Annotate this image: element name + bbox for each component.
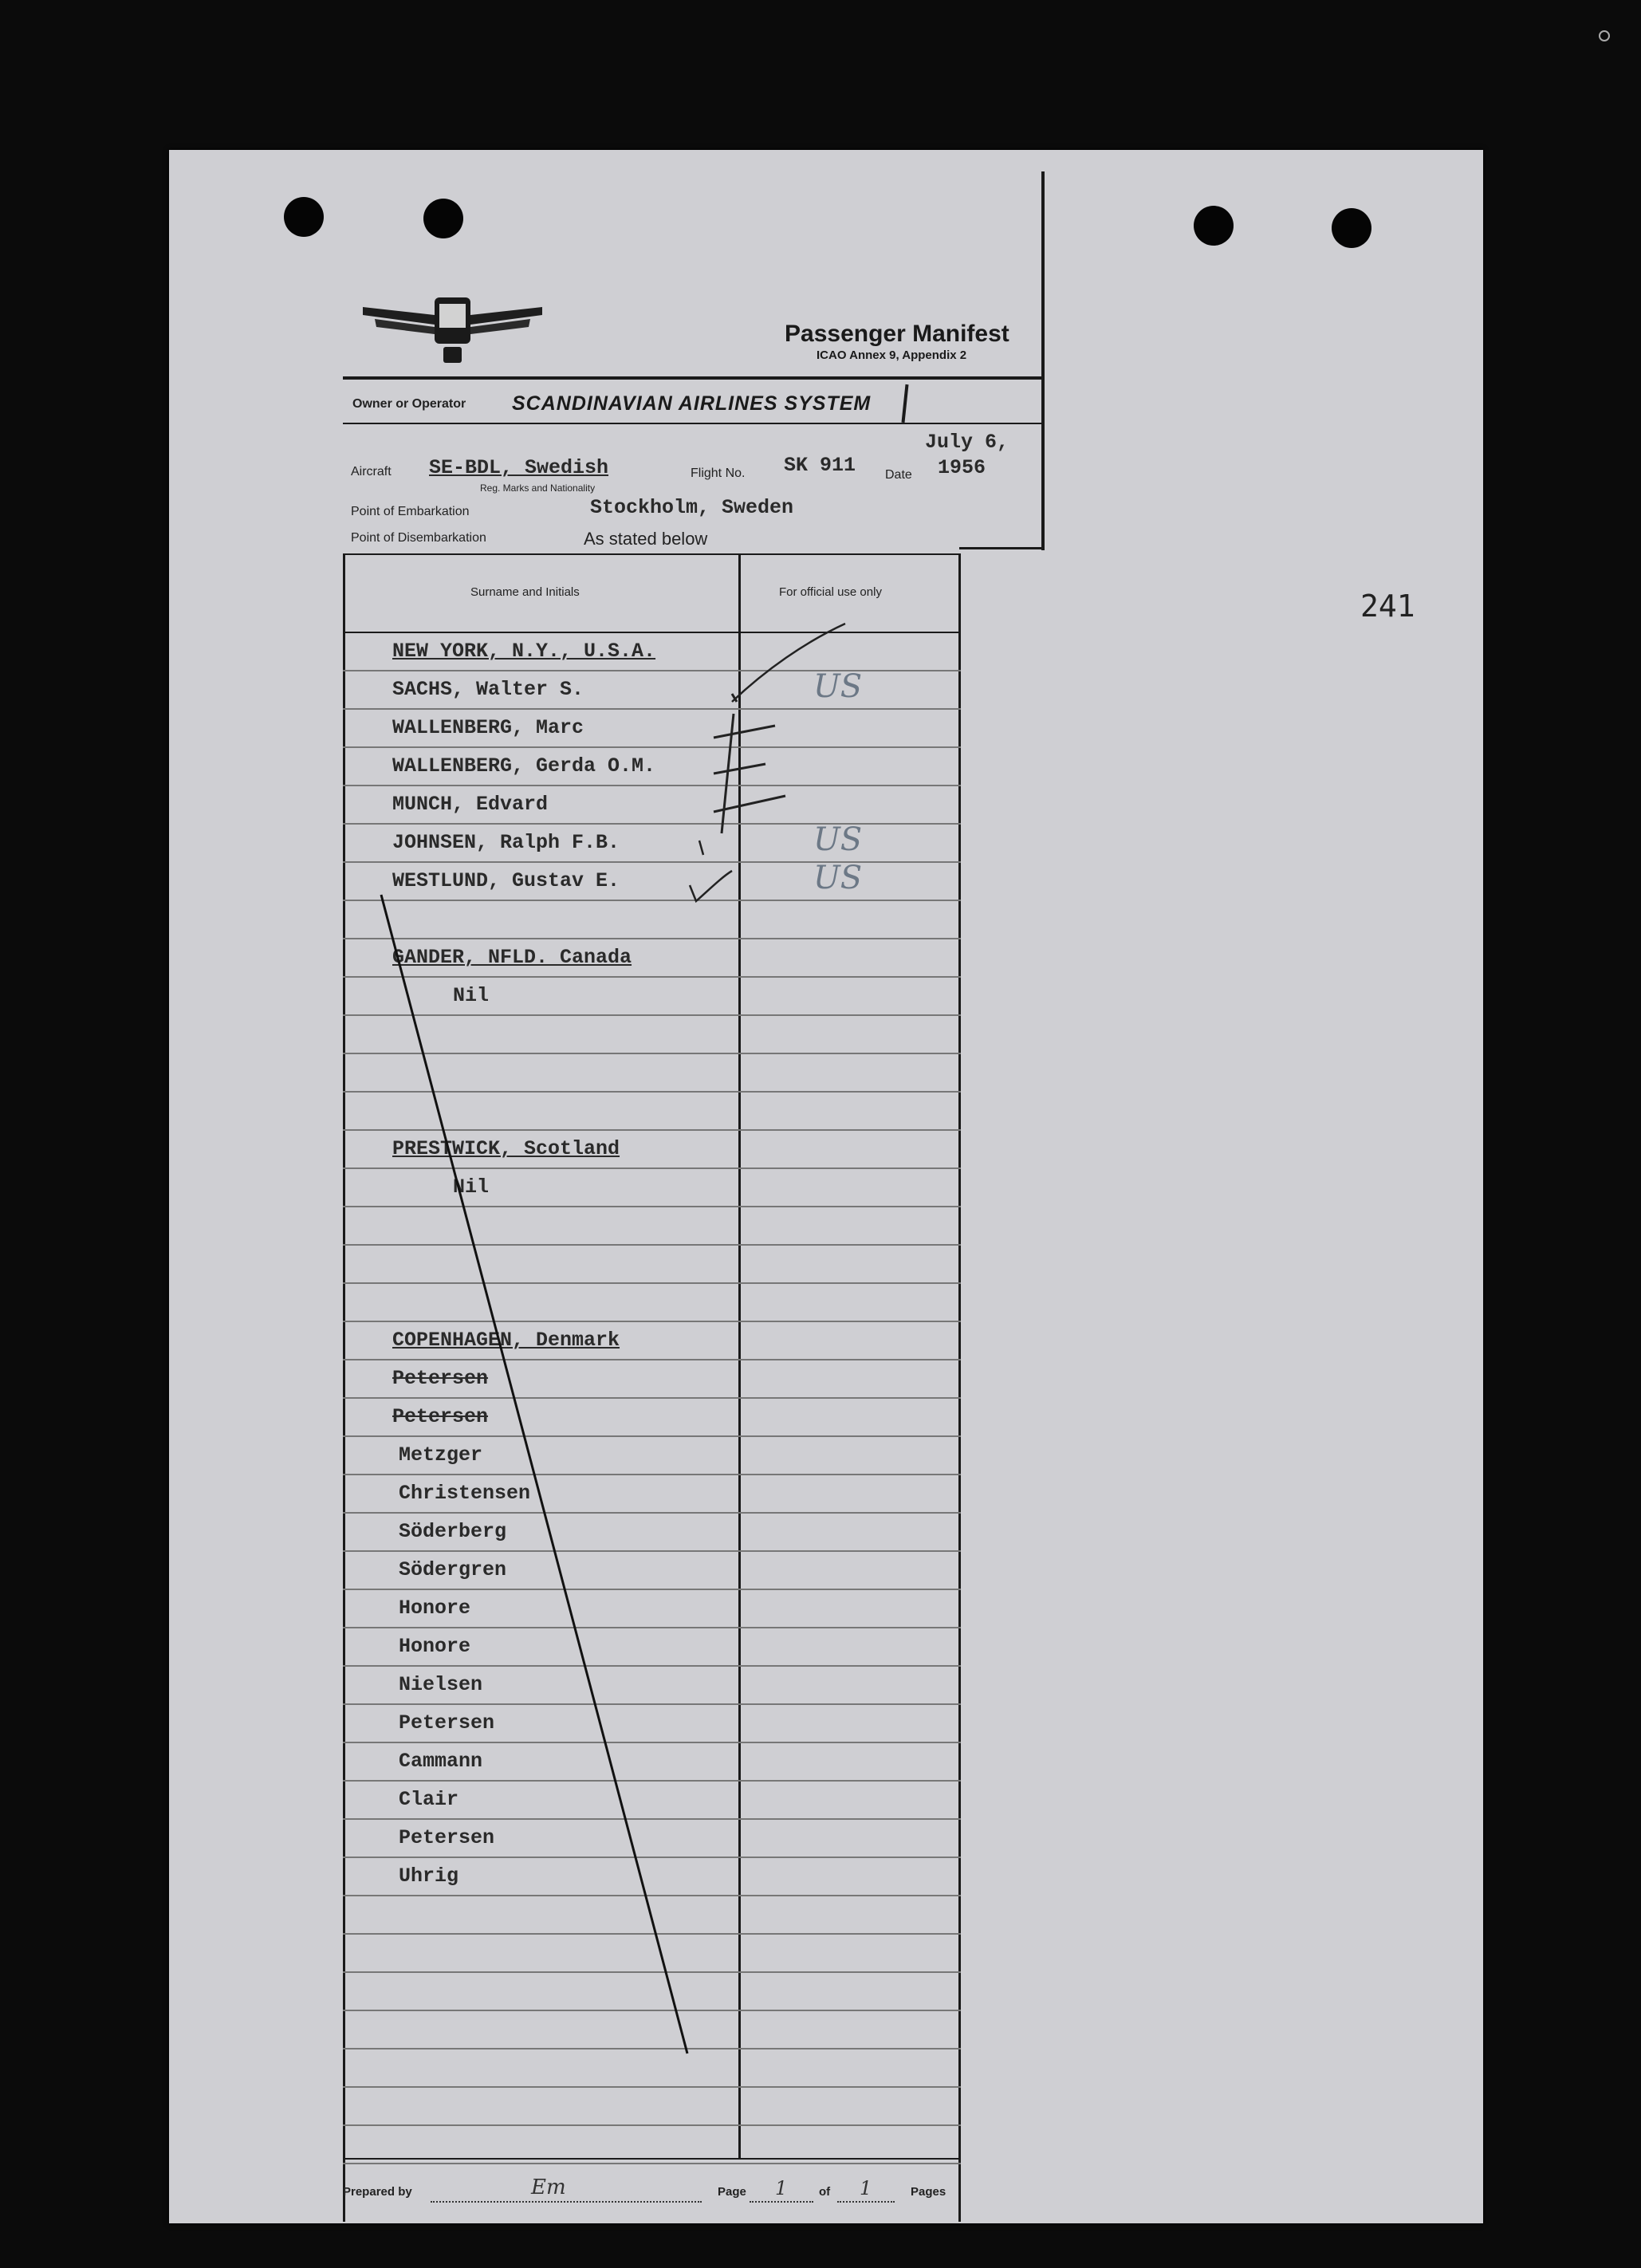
- manifest-row: [343, 1016, 961, 1054]
- embarkation-value: Stockholm, Sweden: [590, 496, 794, 519]
- manifest-row: [343, 1590, 961, 1628]
- manifest-row: [343, 1514, 961, 1552]
- manifest-row: [343, 1399, 961, 1437]
- passenger-name: Clair: [399, 1788, 459, 1811]
- manifest-row: [343, 1054, 961, 1093]
- footer-line: [750, 2201, 813, 2203]
- flight-label: Flight No.: [691, 467, 746, 480]
- passenger-name: WALLENBERG, Gerda O.M.: [392, 754, 656, 778]
- date-label: Date: [885, 468, 912, 482]
- owner-label: Owner or Operator: [352, 397, 466, 411]
- passenger-name: Söderberg: [399, 1520, 507, 1543]
- owner-value: SCANDINAVIAN AIRLINES SYSTEM: [512, 392, 872, 415]
- manifest-row: [343, 1360, 961, 1399]
- header-right-border: [1041, 171, 1045, 550]
- row-line: [343, 2048, 961, 2049]
- manifest-row: [343, 1743, 961, 1782]
- col-header-name: Surname and Initials: [470, 585, 580, 599]
- official-mark: US: [813, 821, 863, 858]
- manifest-row: [343, 1858, 961, 1896]
- row-line: [343, 2010, 961, 2011]
- manifest-row: [343, 1552, 961, 1590]
- date-line2: 1956: [938, 456, 986, 479]
- sas-logo-icon: [359, 283, 546, 367]
- destination-heading: NEW YORK, N.Y., U.S.A.: [392, 640, 656, 663]
- footer-line: [837, 2201, 895, 2203]
- form-subtitle: ICAO Annex 9, Appendix 2: [817, 348, 967, 362]
- manifest-row: [343, 1667, 961, 1705]
- date-line1: July 6,: [925, 431, 1009, 454]
- passenger-name: SACHS, Walter S.: [392, 678, 584, 701]
- disembarkation-value: As stated below: [584, 529, 708, 549]
- manifest-row: [343, 1437, 961, 1475]
- passenger-name: MUNCH, Edvard: [392, 793, 549, 816]
- manifest-row: [343, 1207, 961, 1246]
- manifest-row: [343, 1246, 961, 1284]
- embarkation-label: Point of Embarkation: [351, 505, 470, 518]
- destination-heading: PRESTWICK, Scotland: [392, 1137, 620, 1160]
- manifest-row: [343, 1705, 961, 1743]
- manifest-row: [343, 786, 961, 825]
- row-line: [343, 1971, 961, 1973]
- passenger-name: Christensen: [399, 1482, 531, 1505]
- passenger-name: JOHNSEN, Ralph F.B.: [392, 831, 620, 854]
- manifest-row: [343, 633, 961, 671]
- owner-rule: [343, 423, 1045, 424]
- header-bottom-border: [959, 547, 1044, 549]
- disembarkation-label: Point of Disembarkation: [351, 531, 486, 545]
- row-line: [343, 2124, 961, 2126]
- reg-marks-label: Reg. Marks and Nationality: [480, 482, 596, 494]
- punch-hole: [1332, 208, 1371, 248]
- aircraft-label: Aircraft: [351, 465, 392, 478]
- manifest-row: [343, 860, 961, 901]
- row-line: [343, 1933, 961, 1935]
- punch-hole: [423, 199, 463, 238]
- passenger-name: Södergren: [399, 1558, 507, 1581]
- manifest-row: [343, 748, 961, 786]
- manifest-row: [343, 1322, 961, 1360]
- manifest-row: [343, 1284, 961, 1322]
- row-line: [343, 2163, 961, 2164]
- passenger-name: Honore: [399, 1635, 471, 1658]
- manifest-row: [343, 1131, 961, 1169]
- prepared-value: Em: [531, 2175, 566, 2199]
- destination-heading: GANDER, NFLD. Canada: [392, 946, 632, 969]
- passenger-name: Metzger: [399, 1443, 483, 1467]
- page-label: Page: [718, 2185, 746, 2199]
- manifest-row: [343, 1628, 961, 1667]
- manifest-rows: [343, 633, 961, 2158]
- passenger-name: Petersen: [392, 1405, 489, 1428]
- passenger-name: WALLENBERG, Marc: [392, 716, 584, 739]
- row-line: [343, 2086, 961, 2088]
- manifest-row: [343, 821, 961, 863]
- scan-speck: [1599, 30, 1610, 41]
- row-line: [343, 1895, 961, 1896]
- punch-hole: [1194, 206, 1234, 246]
- aircraft-value: SE-BDL, Swedish: [429, 456, 609, 479]
- manifest-row: [343, 978, 961, 1016]
- manifest-table: [343, 555, 961, 2222]
- of-label: of: [819, 2185, 831, 2199]
- passenger-name: Petersen: [392, 1367, 489, 1390]
- passenger-name: Nielsen: [399, 1673, 483, 1696]
- prepared-label: Prepared by: [343, 2185, 412, 2199]
- footer-rule: [343, 2158, 961, 2160]
- manifest-row: [343, 939, 961, 978]
- of-value: 1: [860, 2177, 872, 2199]
- flight-value: SK 911: [784, 454, 856, 477]
- punch-hole: [284, 197, 324, 237]
- footer: [343, 2175, 961, 2209]
- footer-line: [431, 2201, 702, 2203]
- passenger-name: Nil: [453, 1175, 490, 1199]
- col-header-official: For official use only: [779, 585, 882, 599]
- destination-heading: COPENHAGEN, Denmark: [392, 1329, 620, 1352]
- passenger-name: Petersen: [399, 1826, 495, 1849]
- manifest-row: [343, 1169, 961, 1207]
- passenger-name: Uhrig: [399, 1864, 459, 1888]
- passenger-name: Nil: [453, 984, 490, 1007]
- manifest-row: [343, 1782, 961, 1820]
- manifest-row: [343, 1093, 961, 1131]
- manifest-row: [343, 710, 961, 748]
- passenger-name: Petersen: [399, 1711, 495, 1734]
- manifest-row: [343, 668, 961, 710]
- page-number: 241: [1360, 589, 1415, 624]
- manifest-row: [343, 1820, 961, 1858]
- page-value: 1: [775, 2177, 788, 2199]
- passenger-name: Cammann: [399, 1750, 483, 1773]
- pages-label: Pages: [911, 2185, 946, 2199]
- form-title: Passenger Manifest: [785, 321, 1009, 347]
- passenger-name: WESTLUND, Gustav E.: [392, 869, 620, 892]
- manifest-row: [343, 1475, 961, 1514]
- header-rule-top: [343, 376, 1045, 380]
- official-mark: US: [813, 668, 863, 705]
- official-mark: US: [813, 860, 863, 896]
- passenger-name: Honore: [399, 1597, 471, 1620]
- manifest-row: [343, 901, 961, 939]
